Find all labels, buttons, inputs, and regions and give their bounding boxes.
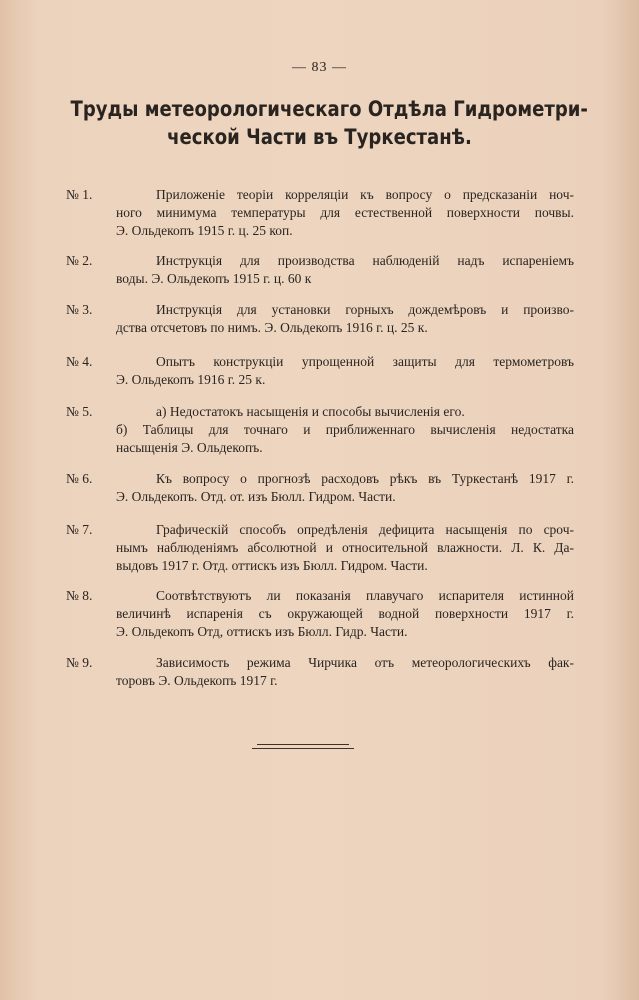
entry-text — [116, 353, 574, 389]
entry-line: а) Недостатокъ насыщенія и способы вычисленія его. — [156, 404, 465, 419]
entry-text — [116, 587, 574, 641]
entry-line: дства отсчетовъ по нимъ. Э. Ольдекопъ 1916 г. ц. 25 к. — [116, 320, 428, 335]
title-line: Труды метеорологическаго Отдѣла Гидрометри- — [70, 97, 588, 121]
entry-number: № 4. — [66, 354, 93, 369]
entry-text — [116, 654, 574, 690]
entry-number: № 3. — [66, 302, 93, 317]
entry-text — [116, 470, 574, 506]
entry-line: выдовъ 1917 г. Отд. оттискъ изъ Бюлл. Гидром. Части. — [116, 558, 428, 573]
entry-line: нымъ наблюденіямъ абсолютной и относительной влажности. Л. К. Да- — [116, 540, 574, 555]
entry-line: насыщенія Э. Ольдекопъ. — [116, 440, 263, 455]
entry-line: Э. Ольдекопъ Отд, оттискъ изъ Бюлл. Гидр. Части. — [116, 624, 408, 639]
entry-number: № 5. — [66, 404, 93, 419]
entry-number: № 9. — [66, 655, 93, 670]
entry-line: Графическій способъ опредѣленія дефицита насыщенія по сроч- — [156, 522, 574, 537]
entry-text — [116, 521, 574, 575]
entry-line: Зависимость режима Чирчика отъ метеорологическихъ фак- — [156, 655, 574, 670]
entry-line: ного минимума температуры для естественной поверхности почвы. — [116, 205, 574, 220]
title-line: ческой Части въ Туркестанѣ. — [167, 125, 472, 149]
entry-line: торовъ Э. Ольдекопъ 1917 г. — [116, 673, 278, 688]
divider — [257, 744, 349, 745]
entry-line: Опытъ конструкціи упрощенной защиты для термометровъ — [156, 354, 574, 369]
page-title — [70, 95, 588, 151]
entry-text — [116, 301, 574, 337]
entry-text — [116, 403, 574, 457]
entry-number: № 6. — [66, 471, 93, 486]
entry-line: Соотвѣтствуютъ ли показанія плавучаго испарителя истинной — [156, 588, 574, 603]
entry-number: № 1. — [66, 187, 93, 202]
entry-line: Э. Ольдекопъ 1915 г. ц. 25 коп. — [116, 223, 293, 238]
entry-line: Приложеніе теоріи корреляціи къ вопросу о предсказаніи ноч- — [156, 187, 574, 202]
entry-line: величинѣ испаренія съ окружающей водной поверхности 1917 г. — [116, 606, 574, 621]
entry-line: б) Таблицы для точнаго и приближеннаго вычисленія недостатка — [116, 422, 574, 437]
entry-number: № 2. — [66, 253, 93, 268]
entry-line: Э. Ольдекопъ. Отд. от. изъ Бюлл. Гидром. Части. — [116, 489, 396, 504]
entry-text — [116, 186, 574, 240]
entry-line: Къ вопросу о прогнозѣ расходовъ рѣкъ въ Туркестанѣ 1917 г. — [156, 471, 574, 486]
page-number: — 83 — — [292, 60, 347, 75]
entry-number: № 7. — [66, 522, 93, 537]
entry-line: Инструкція для установки горныхъ дождемѣровъ и произво- — [156, 302, 574, 317]
divider — [252, 748, 354, 749]
entry-line: Инструкція для производства наблюденій надъ испареніемъ — [156, 253, 574, 268]
entry-line: воды. Э. Ольдекопъ 1915 г. ц. 60 к — [116, 271, 312, 286]
entry-line: Э. Ольдекопъ 1916 г. 25 к. — [116, 372, 266, 387]
entry-text — [116, 252, 574, 288]
entry-number: № 8. — [66, 588, 93, 603]
